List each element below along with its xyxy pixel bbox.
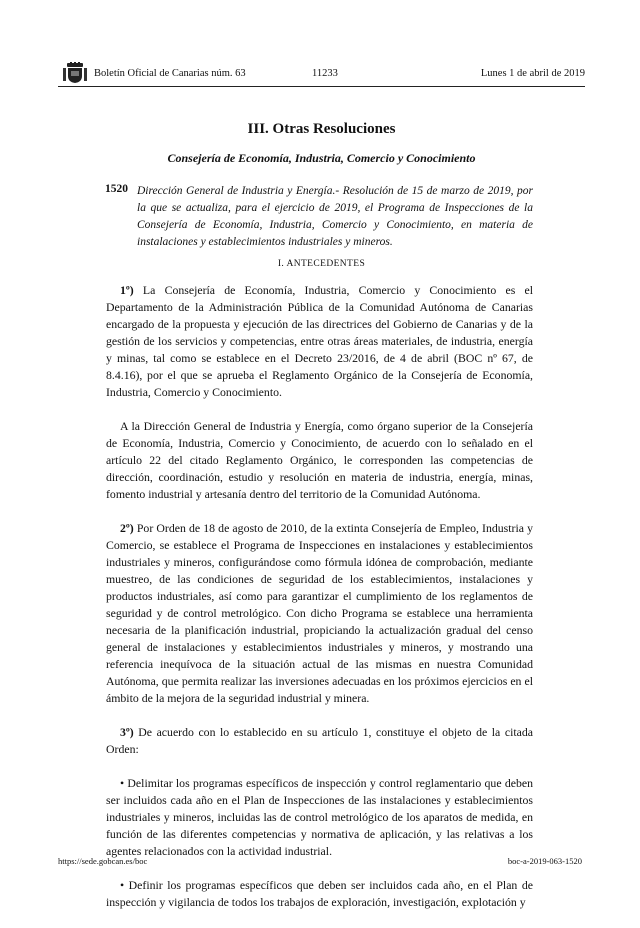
paragraph-text: Por Orden de 18 de agosto de 2010, de la extinta Consejería de Empleo, Industria y Comercio, se establece el Programa de Inspecciones en instalaciones y establecimientos industriales y mineros, configurándose como fórmula idónea de comprobación, mediante muestreo, de las condiciones de seguridad de los establecimientos, instalaciones y productos industriales, así como para garantizar el cumplimiento de los reglamentos de seguridad y de control metrológico. Con dicho Programa se establece una herramienta necesaria de la planificación industrial, propiciando la actualización gradual del censo general de instalaciones y establecimientos industriales y mineros, y mostrando una referencia inequívoca de la situación actual de las mismas en nuestra Comunidad Autónoma, que permita realizar las inversiones adecuadas en los próximos ejercicios en el ámbito de la mejora de la seguridad industrial y minera.	[106, 521, 533, 705]
header-divider	[58, 86, 585, 87]
paragraph-text: La Consejería de Economía, Industria, Comercio y Conocimiento es el Departamento de la Administración Pública de la Comunidad Autónoma de Canarias encargado de la propuesta y ejecución de las directrices del Gobierno de Canarias y de la gestión de los servicios y competencias, entre otras áreas materiales, de industria, energía y minas, tal como se establece en el Decreto 23/2016, de 4 de abril (BOC nº 67, de 8.4.16), por el que se aprueba el Reglamento Orgánico de la Consejería de Economía, Industria, Comercio y Conocimiento.	[106, 283, 533, 399]
paragraph-lead: 2º)	[120, 521, 134, 535]
paragraph-text: • Definir los programas específicos que deben ser incluidos cada año, en el Plan de inspección y vigilancia de todos los trabajos de exploración, investigación, explotación y	[106, 878, 533, 909]
footer-url[interactable]: https://sede.gobcan.es/boc	[58, 856, 148, 866]
paragraph-2	[106, 418, 533, 503]
paragraph-text: De acuerdo con lo establecido en su artículo 1, constituye el objeto de la citada Orden:	[106, 725, 533, 756]
paragraph-1	[106, 282, 533, 401]
coat-of-arms-icon	[62, 62, 88, 84]
paragraph-text: A la Dirección General de Industria y Energía, como órgano superior de la Consejería de Economía, Industria, Comercio y Conocimiento, de acuerdo con lo señalado en el artículo 22 del citado Reglamento Orgánico, le corresponden las competencias de dirección, coordinación, estudio y resolución en materia de industria, energía, minas, fomento industrial y artesanía dentro del territorio de la Comunidad Autónoma.	[106, 419, 533, 501]
resolution-number: 1520	[105, 183, 128, 195]
paragraph-4	[106, 724, 533, 758]
publication-date: Lunes 1 de abril de 2019	[480, 68, 585, 79]
paragraph-3	[106, 520, 533, 707]
publication-name: Boletín Oficial de Canarias núm. 63	[94, 68, 246, 79]
department-title: Consejería de Economía, Industria, Comercio y Conocimiento	[167, 151, 476, 165]
paragraph-text: • Delimitar los programas específicos de inspección y control reglamentario que deben ser incluidos cada año en el Plan de Inspecciones de las instalaciones y establecimientos industriales y mineros, incluidas las de control metrológico de los aparatos de medida, en función de las diferentes competencias y normativa de aplicación, y las relativas a los agentes relacionados con la actividad industrial.	[106, 776, 533, 858]
footer-document-code: boc-a-2019-063-1520	[507, 856, 582, 866]
document-body	[106, 282, 533, 928]
bullet-item-1	[106, 775, 533, 860]
page-header	[58, 62, 585, 84]
paragraph-lead: 3º)	[120, 725, 134, 739]
paragraph-lead: 1º)	[120, 283, 134, 297]
section-title: III. Otras Resoluciones	[247, 121, 396, 137]
page-number: 11233	[312, 68, 338, 79]
antecedentes-heading: I. ANTECEDENTES	[277, 259, 366, 269]
resolution-summary: Dirección General de Industria y Energía.- Resolución de 15 de marzo de 2019, por la que se actualiza, para el ejercicio de 2019, el Programa de Inspecciones de la Consejería de Economía, Industria, Comercio y Conocimiento, en materia de instalaciones y establecimientos industriales y mineros.	[137, 185, 533, 248]
